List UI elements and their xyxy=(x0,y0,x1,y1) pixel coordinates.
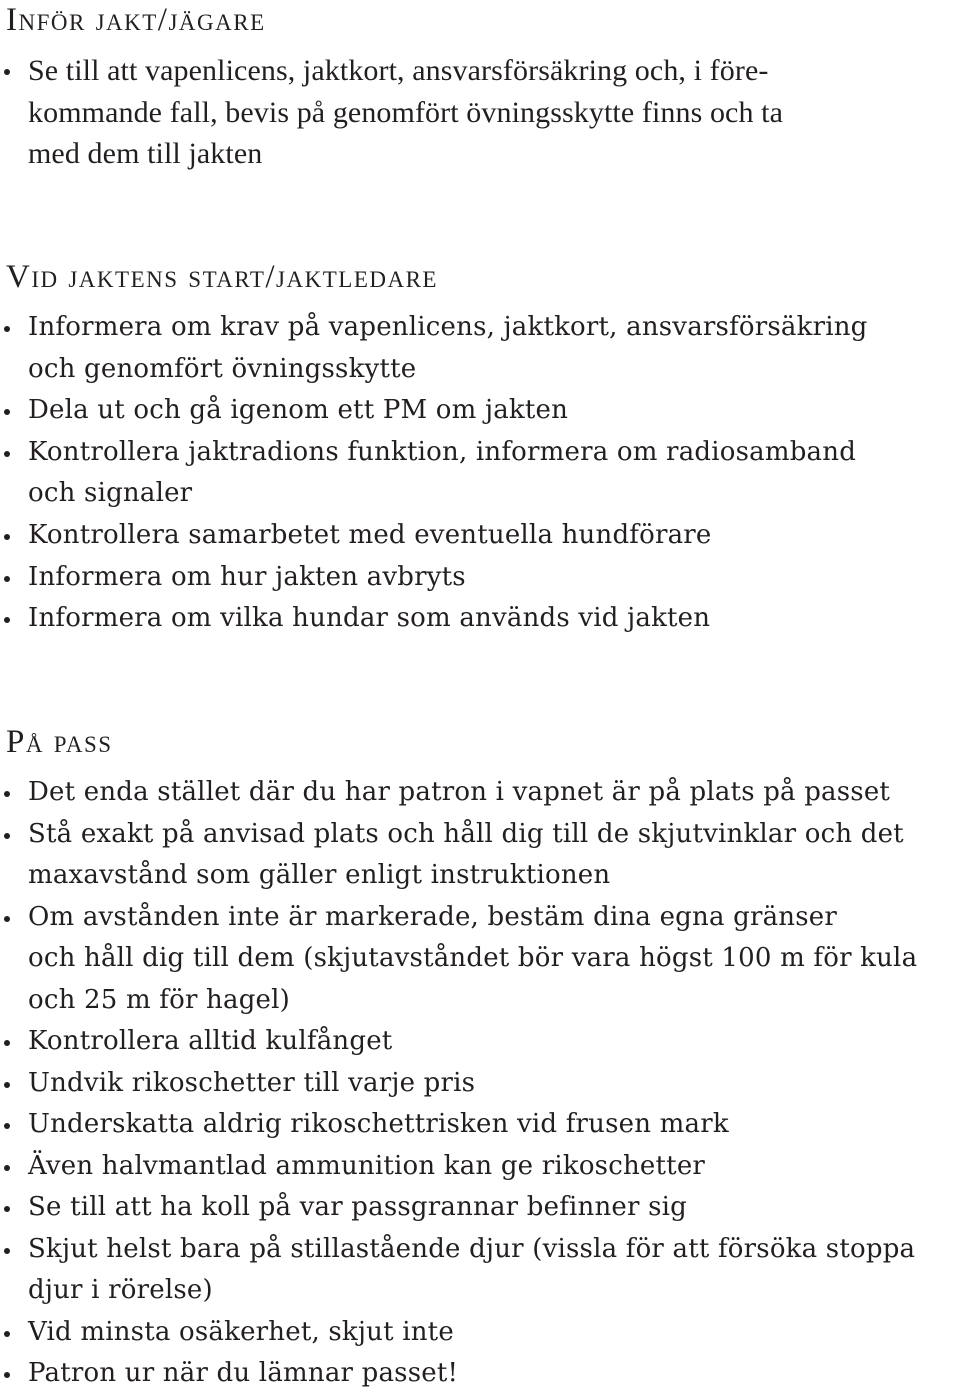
list-item xyxy=(0,1187,940,1229)
bullet-dot-icon xyxy=(4,534,10,540)
bullet-dot-icon xyxy=(4,833,10,839)
list-item xyxy=(0,557,940,599)
list-item-text: Om avstånden inte är markerade, bestäm dina egna gränser xyxy=(28,901,837,932)
bullet-dot-icon xyxy=(4,1082,10,1088)
list-item-text: och signaler xyxy=(28,478,193,509)
bullet-dot-icon xyxy=(4,916,10,922)
list-item-text: Underskatta aldrig rikoschettrisken vid frusen mark xyxy=(28,1109,729,1139)
section-heading-vid-jaktens-start: Vid jaktens start/jaktledare xyxy=(6,259,438,295)
bullet-dot-icon xyxy=(4,791,10,797)
list-item xyxy=(0,1353,940,1395)
bullet-dot-icon xyxy=(4,326,10,332)
list-item xyxy=(0,897,940,1022)
list-item xyxy=(0,1063,940,1105)
list-item-text: och 25 m för hagel) xyxy=(28,984,290,1015)
list-item xyxy=(0,1021,940,1063)
list-item-text: Informera om krav på vapenlicens, jaktkort, ansvarsförsäkring xyxy=(28,312,868,342)
list-item-text: Se till att vapenlicens, jaktkort, ansvarsförsäkring och, i före- xyxy=(28,54,769,87)
bullet-dot-icon xyxy=(4,1248,10,1254)
bullet-list-vid-jaktens-start xyxy=(0,307,940,640)
bullet-dot-icon xyxy=(4,576,10,582)
bullet-dot-icon xyxy=(4,1123,10,1129)
list-item-text: Kontrollera alltid kulfånget xyxy=(28,1026,393,1056)
bullet-dot-icon xyxy=(4,1331,10,1337)
bullet-list-infor-jakt xyxy=(0,50,940,175)
list-item xyxy=(0,814,940,897)
list-item-text: Det enda stället där du har patron i vapnet är på plats på passet xyxy=(28,777,891,807)
list-item xyxy=(0,1146,940,1188)
section-heading-infor-jakt: Inför jakt/jägare xyxy=(6,2,266,38)
list-item-text: Informera om vilka hundar som används vid jakten xyxy=(28,603,711,634)
list-item-text: djur i rörelse) xyxy=(28,1275,213,1305)
list-item-text: Se till att ha koll på var passgrannar befinner sig xyxy=(28,1192,688,1222)
list-item-text: Stå exakt på anvisad plats och håll dig till de skjutvinklar och det xyxy=(28,818,904,849)
list-item xyxy=(0,1104,940,1146)
list-item-text: med dem till jakten xyxy=(28,137,263,170)
list-item xyxy=(0,307,940,390)
bullet-dot-icon xyxy=(4,451,10,457)
bullet-dot-icon xyxy=(4,409,10,415)
bullet-dot-icon xyxy=(4,1206,10,1212)
list-item-text: Även halvmantlad ammunition kan ge rikoschetter xyxy=(28,1150,706,1181)
list-item-text: och genomfört övningsskytte xyxy=(28,353,417,384)
bullet-dot-icon xyxy=(4,1372,10,1378)
list-item-text: Kontrollera samarbetet med eventuella hundförare xyxy=(28,519,712,550)
list-item-text: Dela ut och gå igenom ett PM om jakten xyxy=(28,395,569,426)
list-item-text: Vid minsta osäkerhet, skjut inte xyxy=(28,1316,454,1347)
bullet-dot-icon xyxy=(4,617,10,623)
list-item-text: Informera om hur jakten avbryts xyxy=(28,561,466,592)
list-item-text: Skjut helst bara på stillastående djur (vissla för att försöka stoppa xyxy=(28,1233,916,1264)
bullet-list-pa-pass xyxy=(0,772,940,1395)
list-item xyxy=(0,390,940,432)
list-item xyxy=(0,1229,940,1312)
list-item-text: och håll dig till dem (skjutavståndet bör vara högst 100 m för kula xyxy=(28,943,918,973)
list-item xyxy=(0,772,940,814)
list-item-text: kommande fall, bevis på genomfört övningsskytte finns och ta xyxy=(28,95,784,129)
list-item-text: Kontrollera jaktradions funktion, informera om radiosamband xyxy=(28,436,857,467)
list-item-text: Patron ur när du lämnar passet! xyxy=(28,1358,459,1388)
list-item xyxy=(0,1312,940,1354)
bullet-dot-icon xyxy=(4,69,10,75)
list-item xyxy=(0,515,940,557)
bullet-dot-icon xyxy=(4,1040,10,1046)
list-item xyxy=(0,598,940,640)
list-item xyxy=(0,432,940,515)
list-item xyxy=(0,50,940,175)
bullet-dot-icon xyxy=(4,1165,10,1171)
section-heading-pa-pass: På pass xyxy=(6,724,113,760)
list-item-text: maxavstånd som gäller enligt instruktionen xyxy=(28,860,611,890)
list-item-text: Undvik rikoschetter till varje pris xyxy=(28,1067,476,1098)
